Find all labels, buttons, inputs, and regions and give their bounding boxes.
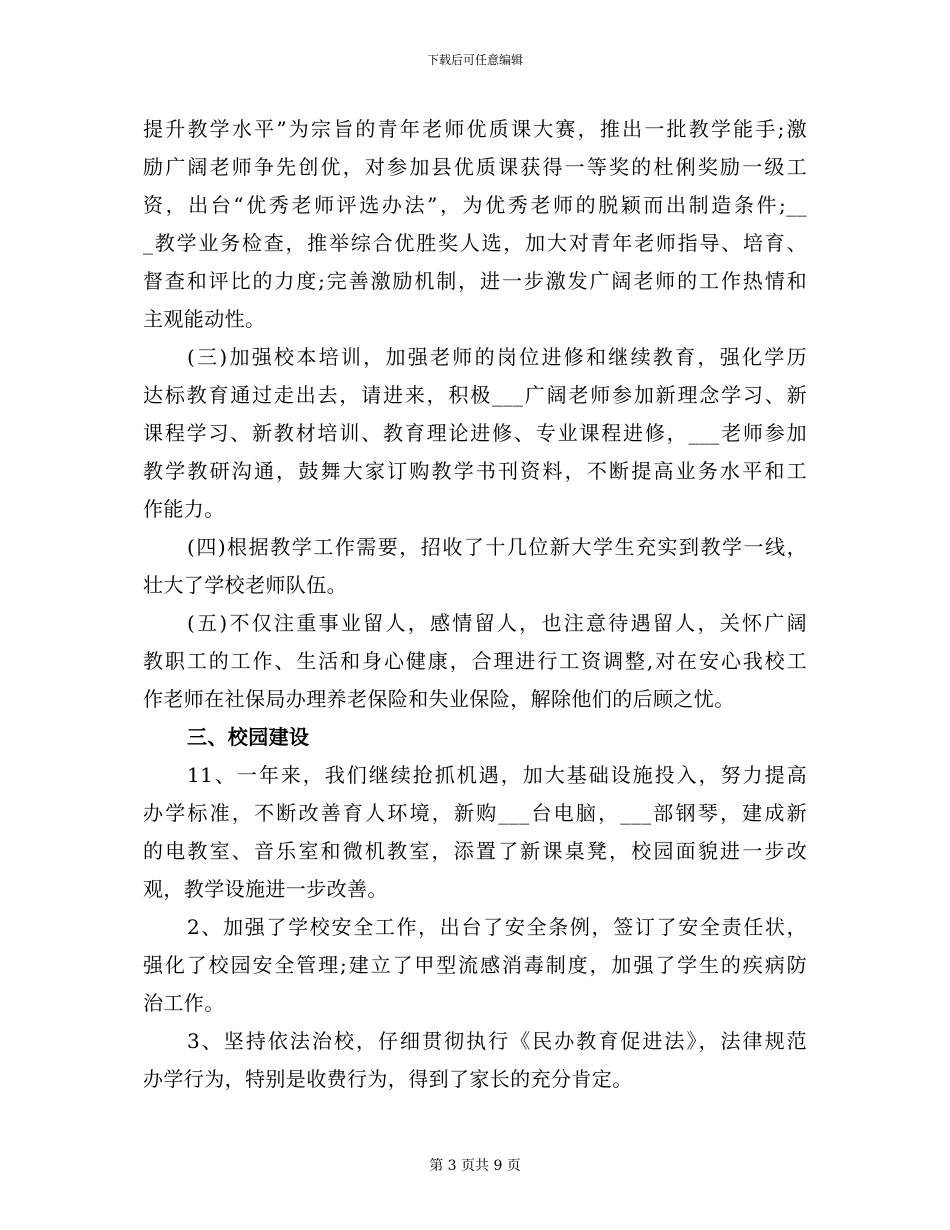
section-heading: 三、校园建设 bbox=[187, 725, 310, 749]
text-line: 教学教研沟通，鼓舞大家订购教学书刊资料，不断提高业务水平和工 bbox=[143, 459, 807, 483]
text-line: 3、坚持依法治校，仔细贯彻执行《民办教育促进法》，法律规范 bbox=[187, 1029, 807, 1053]
text-line: 治工作。 bbox=[143, 991, 225, 1015]
text-line: 主观能动性。 bbox=[143, 307, 266, 331]
text-line: 作能力。 bbox=[143, 497, 225, 521]
text-line: (三)加强校本培训，加强老师的岗位进修和继续教育，强化学历 bbox=[187, 345, 807, 369]
page-footer: 第 3 页共 9 页 bbox=[429, 1158, 521, 1174]
page-header: 下载后可任意编辑 bbox=[426, 53, 523, 67]
text-line: 办学行为，特别是收费行为，得到了家长的充分肯定。 bbox=[143, 1067, 633, 1091]
text-line: 壮大了学校老师队伍。 bbox=[143, 573, 347, 597]
text-line: 11、一年来，我们继续抢抓机遇，加大基础设施投入，努力提高 bbox=[187, 763, 807, 787]
text-line: 督查和评比的力度;完善激励机制，进一步激发广阔老师的工作热情和 bbox=[143, 269, 807, 293]
text-line: 强化了校园安全管理;建立了甲型流感消毒制度，加强了学生的疾病防 bbox=[143, 953, 807, 977]
text-line: _教学业务检查，推举综合优胜奖人选，加大对青年老师指导、培育、 bbox=[143, 231, 807, 255]
document-body bbox=[143, 110, 807, 1098]
text-line: 作老师在社保局办理养老保险和失业保险，解除他们的后顾之忧。 bbox=[143, 687, 735, 711]
text-line: 观，教学设施进一步改善。 bbox=[143, 877, 388, 901]
text-line: (四)根据教学工作需要，招收了十几位新大学生充实到教学一线， bbox=[187, 535, 807, 559]
text-line: 提升教学水平”为宗旨的青年老师优质课大赛，推出一批教学能手;激 bbox=[143, 117, 807, 141]
text-line: 的电教室、音乐室和微机教室，添置了新课桌凳，校园面貌进一步改 bbox=[143, 839, 807, 863]
text-line: 教职工的工作、生活和身心健康，合理进行工资调整,对在安心我校工 bbox=[143, 649, 807, 673]
text-line: 资，出台“优秀老师评选办法”，为优秀老师的脱颖而出制造条件;__ bbox=[143, 193, 807, 217]
text-line: 2、加强了学校安全工作，出台了安全条例，签订了安全责任状， bbox=[187, 915, 807, 939]
text-line: 课程学习、新教材培训、教育理论进修、专业课程进修，___老师参加 bbox=[143, 421, 807, 445]
text-line: 励广阔老师争先创优，对参加县优质课获得一等奖的杜俐奖励一级工 bbox=[143, 155, 807, 179]
text-line: (五)不仅注重事业留人，感情留人，也注意待遇留人，关怀广阔 bbox=[187, 611, 807, 635]
text-line: 办学标准，不断改善育人环境，新购___台电脑，___部钢琴，建成新 bbox=[143, 801, 807, 825]
text-line: 达标教育通过走出去，请进来，积极___广阔老师参加新理念学习、新 bbox=[143, 383, 807, 407]
